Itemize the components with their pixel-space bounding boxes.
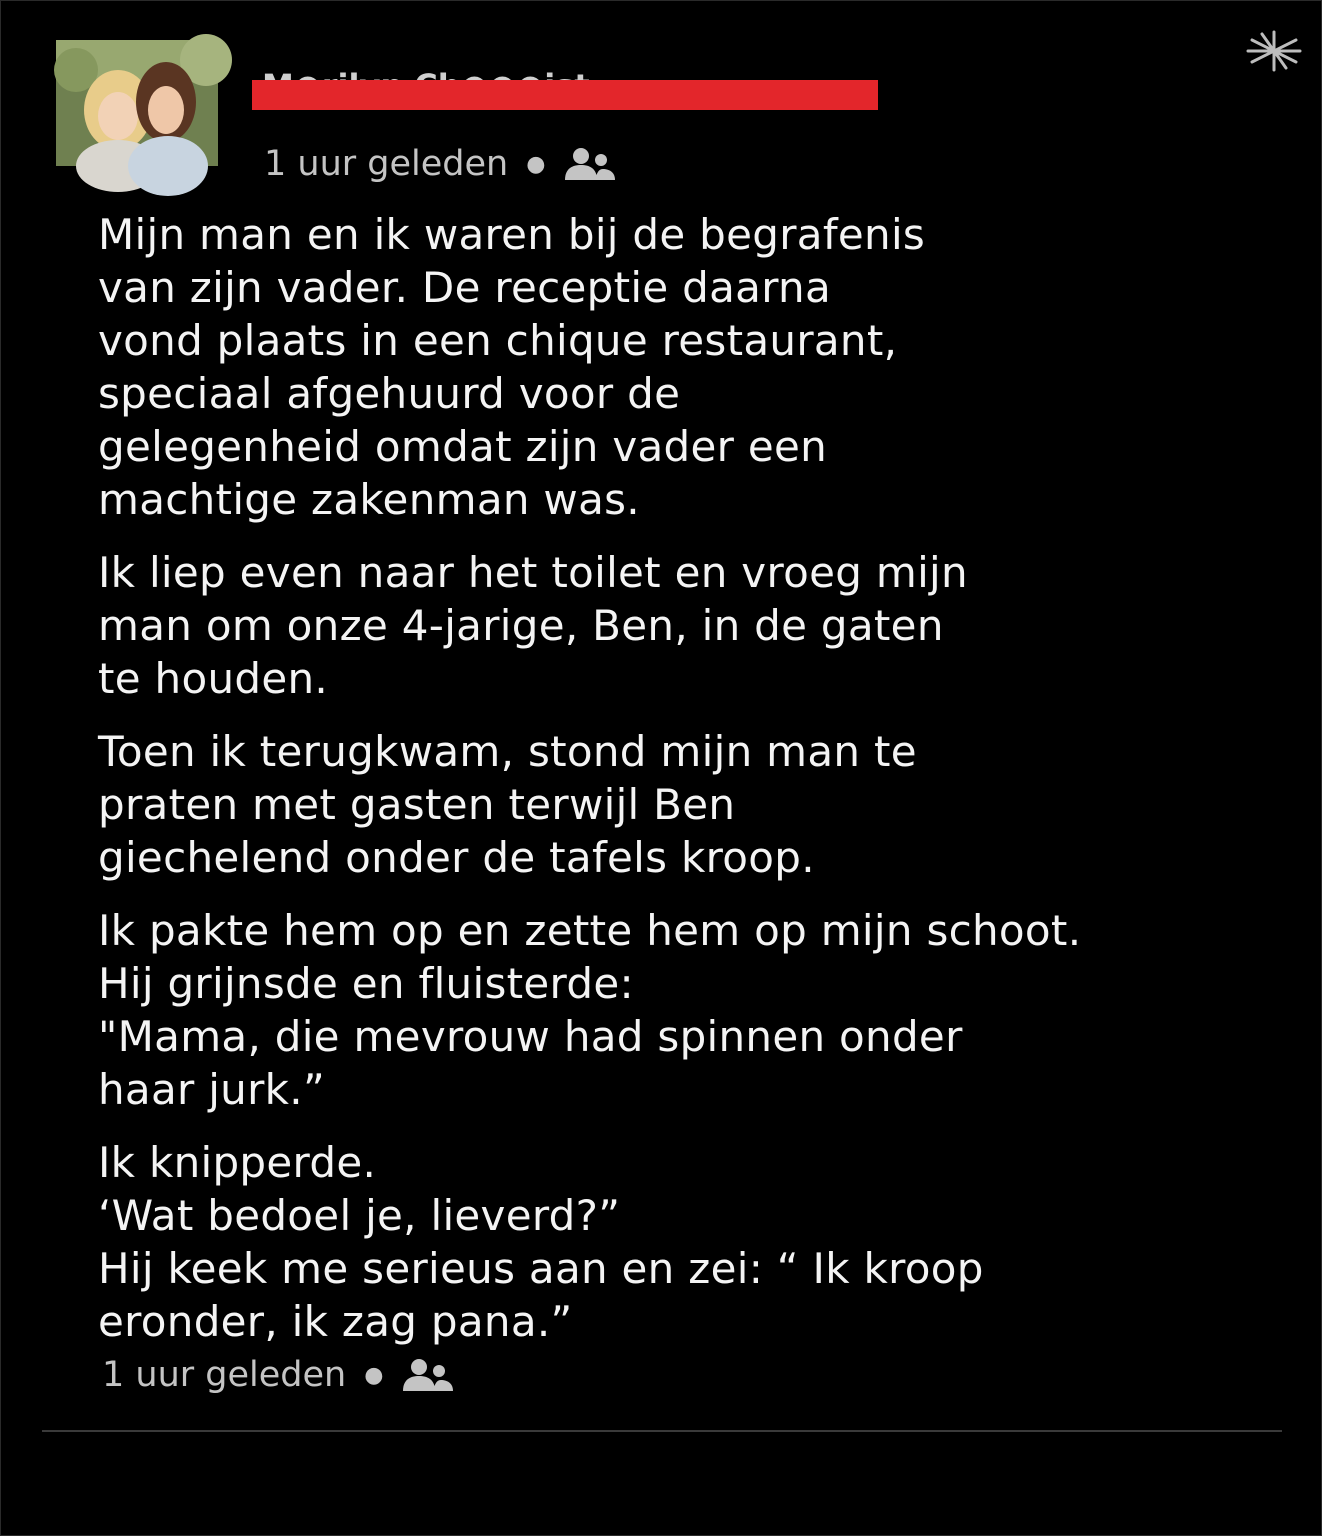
post-line: Ik knipperde. xyxy=(98,1138,377,1187)
star-burst-icon xyxy=(1244,28,1304,74)
author-name[interactable] xyxy=(252,72,878,110)
post-line: Hij keek me serieus aan en zei: “ Ik kroop xyxy=(98,1244,984,1293)
avatar[interactable] xyxy=(56,40,218,166)
post-line: gelegenheid omdat zijn vader een xyxy=(98,422,828,471)
timestamp-top[interactable]: 1 uur geleden xyxy=(264,144,509,184)
post-paragraph-1 xyxy=(98,208,1288,526)
post-line: Ik pakte hem op en zette hem op mijn schoot. xyxy=(98,906,1082,955)
post-line: "Mama, die mevrouw had spinnen onder xyxy=(98,1012,963,1061)
post-line: ‘Wat bedoel je, lieverd?” xyxy=(98,1191,621,1240)
post-paragraph-3 xyxy=(98,725,1288,884)
post-paragraph-5 xyxy=(98,1136,1288,1348)
post-line: machtige zakenman was. xyxy=(98,475,640,524)
friends-icon[interactable] xyxy=(397,1357,457,1393)
post-line: haar jurk.” xyxy=(98,1065,325,1114)
post-line: vond plaats in een chique restaurant, xyxy=(98,316,898,365)
post-line: Hij grijnsde en fluisterde: xyxy=(98,959,634,1008)
divider xyxy=(42,1430,1282,1432)
post-meta-bottom xyxy=(102,1355,457,1395)
post-line: Ik liep even naar het toilet en vroeg mijn xyxy=(98,548,968,597)
post-line: praten met gasten terwijl Ben xyxy=(98,780,736,829)
friends-icon[interactable] xyxy=(559,146,619,182)
post-line: eronder, ik zag pana.” xyxy=(98,1297,573,1346)
redaction-bar xyxy=(252,80,878,110)
post-line: man om onze 4-jarige, Ben, in de gaten xyxy=(98,601,944,650)
meta-separator-dot: ● xyxy=(364,1362,384,1388)
post-line: van zijn vader. De receptie daarna xyxy=(98,263,831,312)
post-paragraph-2 xyxy=(98,546,1288,705)
post-paragraph-4 xyxy=(98,904,1288,1116)
post-body xyxy=(98,208,1288,1368)
post-line: giechelend onder de tafels kroop. xyxy=(98,833,815,882)
post-line: te houden. xyxy=(98,654,329,703)
post-meta-top xyxy=(264,144,619,184)
meta-separator-dot: ● xyxy=(526,151,546,177)
post-line: Mijn man en ik waren bij de begrafenis xyxy=(98,210,926,259)
post-line: speciaal afgehuurd voor de xyxy=(98,369,681,418)
avatar-photo xyxy=(56,40,218,166)
post-line: Toen ik terugkwam, stond mijn man te xyxy=(98,727,917,776)
timestamp-bottom[interactable]: 1 uur geleden xyxy=(102,1355,347,1395)
